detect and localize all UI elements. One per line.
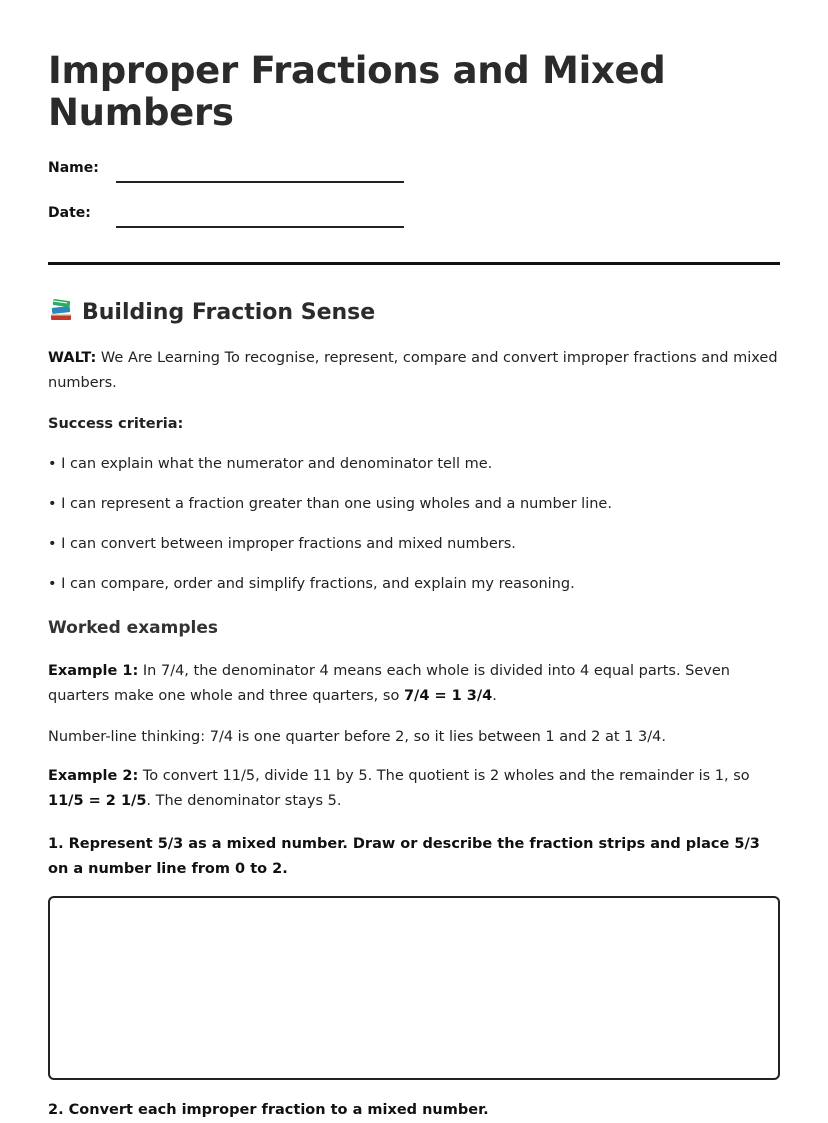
criteria-item-4: • I can compare, order and simplify fractions, and explain my reasoning.	[48, 576, 575, 592]
walt-label: WALT:	[48, 350, 97, 366]
example-1-result: 7/4 = 1 3/4	[403, 688, 493, 704]
criteria-item-3: • I can convert between improper fractions and mixed numbers.	[48, 536, 516, 552]
example-1-end: .	[492, 688, 497, 704]
name-label: Name:	[48, 160, 99, 176]
walt-paragraph	[48, 346, 780, 396]
number-line-note: Number-line thinking: 7/4 is one quarter before 2, so it lies between 1 and 2 at 1 3/4.	[48, 729, 666, 745]
date-field	[48, 205, 408, 231]
question-1: 1. Represent 5/3 as a mixed number. Draw or describe the fraction strips and place 5/3 on a number line from 0 to 2.	[48, 836, 760, 877]
criteria-item-1: • I can explain what the numerator and denominator tell me.	[48, 456, 493, 472]
date-label: Date:	[48, 205, 91, 221]
example-2-end: . The denominator stays 5.	[146, 793, 342, 809]
example-2	[48, 764, 780, 814]
example-2-label: Example 2:	[48, 768, 139, 784]
example-1-text: In 7/4, the denominator 4 means each whole is divided into 4 equal parts. Seven quarters make one whole and three quarters, so	[48, 663, 730, 704]
section-heading	[48, 297, 375, 328]
example-1-label: Example 1:	[48, 663, 139, 679]
section-heading-text: Building Fraction Sense	[82, 300, 376, 325]
example-2-text: To convert 11/5, divide 11 by 5. The quotient is 2 wholes and the remainder is 1, so	[142, 768, 750, 784]
name-field	[48, 160, 408, 186]
example-1	[48, 659, 780, 709]
date-input-line[interactable]	[116, 226, 404, 228]
question-2: 2. Convert each improper fraction to a mixed number.	[48, 1102, 489, 1118]
worked-examples-heading: Worked examples	[48, 618, 218, 638]
header-divider	[48, 262, 780, 265]
name-input-line[interactable]	[116, 181, 404, 183]
books-icon	[48, 297, 74, 323]
question-1-answer-box[interactable]	[48, 896, 780, 1080]
success-criteria-heading: Success criteria:	[48, 416, 184, 432]
criteria-item-2: • I can represent a fraction greater than one using wholes and a number line.	[48, 496, 612, 512]
walt-text: We Are Learning To recognise, represent, compare and convert improper fractions and mixed numbers.	[48, 350, 778, 391]
example-2-result: 11/5 = 2 1/5	[48, 793, 147, 809]
page-title: Improper Fractions and Mixed Numbers	[48, 49, 666, 134]
